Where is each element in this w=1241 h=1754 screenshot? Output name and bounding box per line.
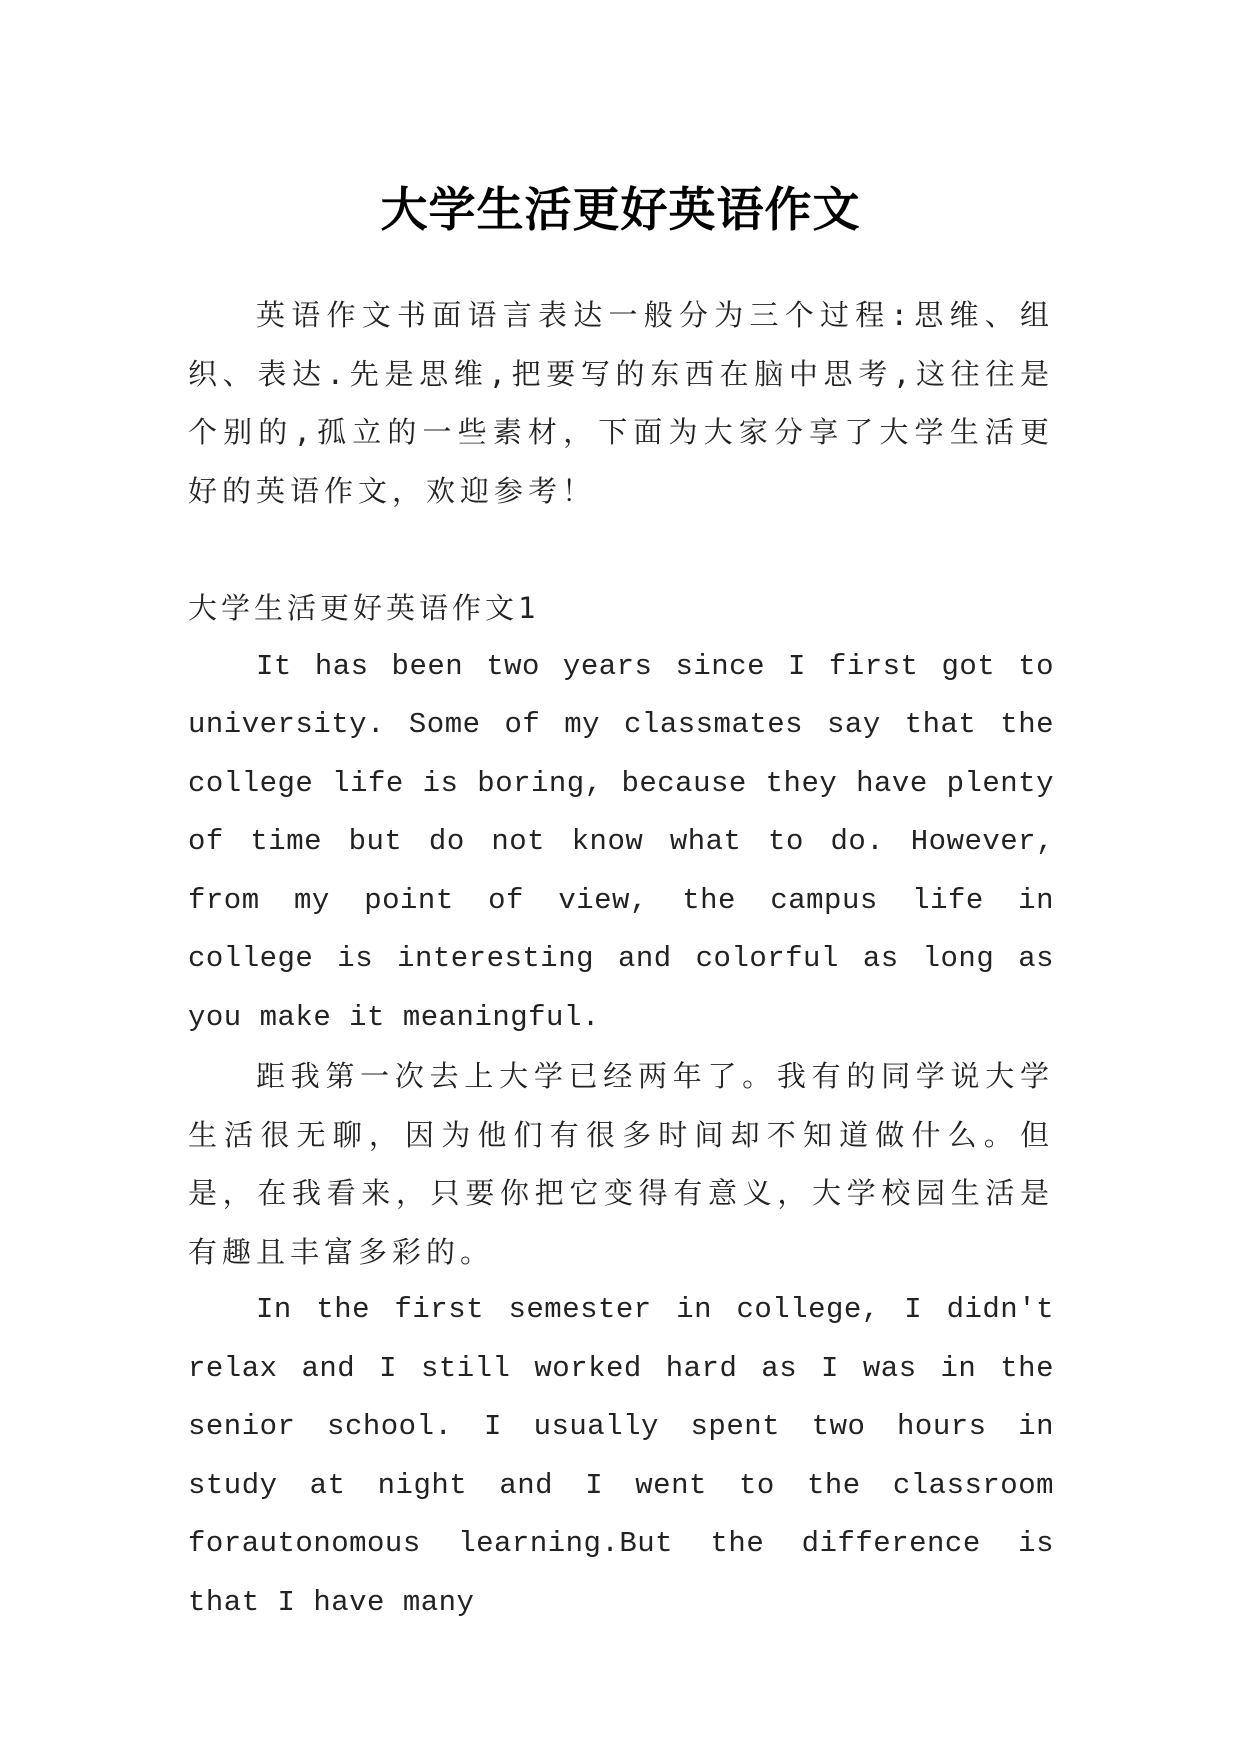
document-title: 大学生活更好英语作文 <box>380 183 861 239</box>
document-body <box>188 286 1054 1632</box>
intro-paragraph: 英语作文书面语言表达一般分为三个过程:思维、组织、表达.先是思维,把要写的东西在脑中思考,这往往是个别的,孤立的一些素材，下面为大家分享了大学生活更好的英语作文，欢迎参考！ <box>188 298 1054 508</box>
paragraph-english-1: It has been two years since I first got to university. Some of my classmates say that the college life is boring, because they have plenty of time but do not know what to do. However, from my point of view, the campus life in college is interesting and colorful as long as you make it meaningful. <box>188 649 1054 1034</box>
section-heading: 大学生活更好英语作文1 <box>188 591 540 625</box>
paragraph-chinese-1: 距我第一次去上大学已经两年了。我有的同学说大学生活很无聊，因为他们有很多时间却不知道做什么。但是，在我看来，只要你把它变得有意义，大学校园生活是有趣且丰富多彩的。 <box>188 1059 1054 1269</box>
spacer <box>188 520 1054 579</box>
paragraph-english-2: In the first semester in college, I didn't relax and I still worked hard as I was in the senior school. I usually spent two hours in study at night and I went to the classroom forautonomous learning.But the difference is that I have many <box>188 1293 1054 1619</box>
